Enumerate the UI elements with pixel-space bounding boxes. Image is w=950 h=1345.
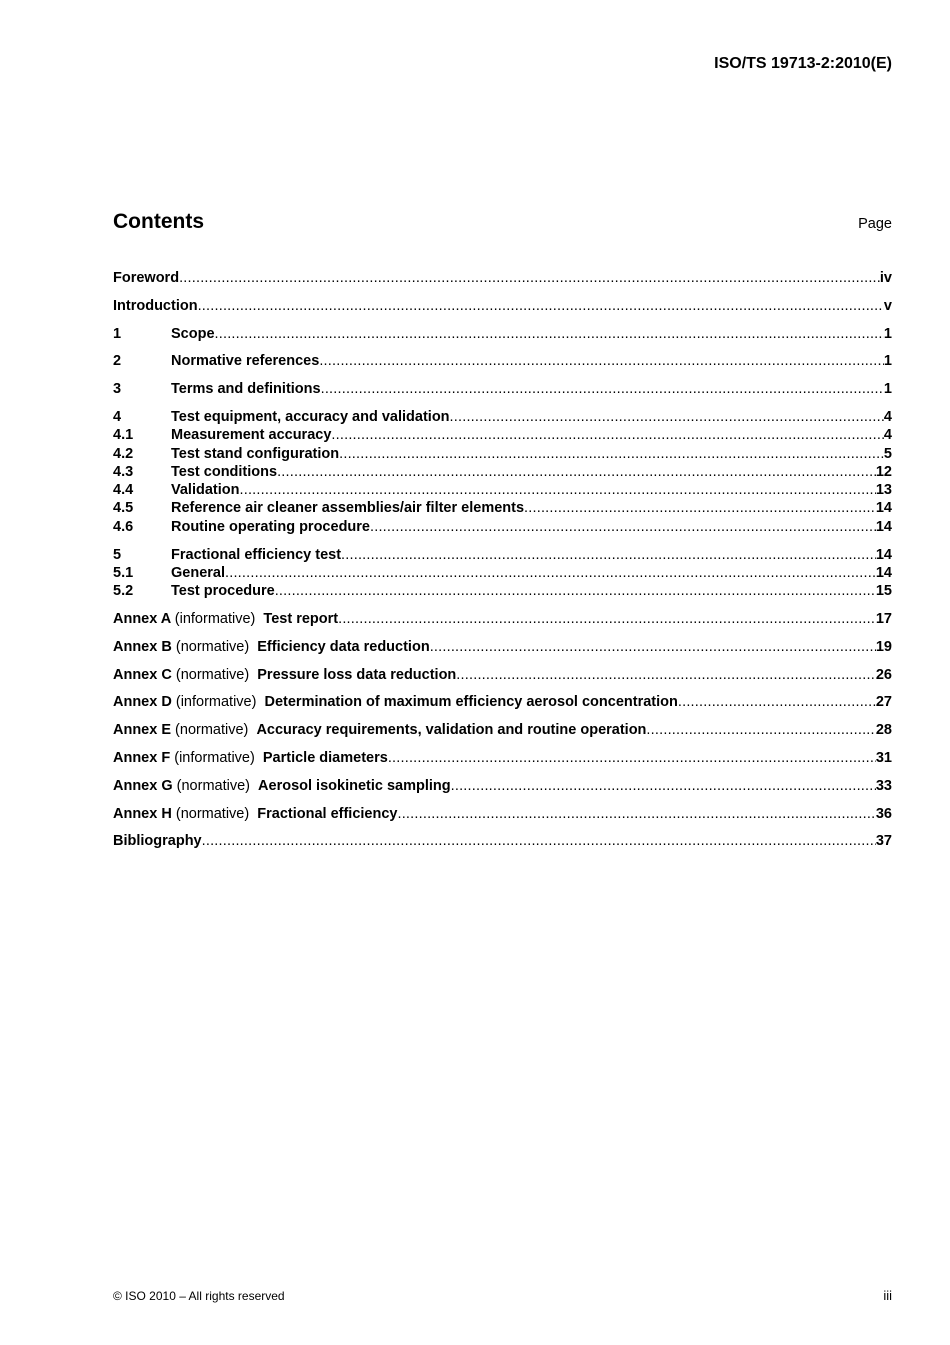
toc-entry[interactable] [113,666,892,684]
toc-annex-id: Annex A [113,610,171,627]
toc-entry-title: Foreword [113,270,180,286]
toc-entry-page: 14 [875,564,892,581]
toc-entry-page: 31 [875,749,892,766]
toc-group [113,777,892,795]
toc-entry-number: 5.2 [113,583,134,600]
toc-dot-leader [370,518,876,536]
toc-entry-page: 33 [875,777,892,794]
toc-annex-label [113,666,257,684]
toc-entry-page: 14 [875,500,892,517]
toc-annex-type: (informative) [174,749,255,766]
toc-dot-leader [215,325,884,343]
toc-group [113,269,892,287]
toc-annex-id: Annex G [113,777,173,794]
toc-annex-type: (normative) [175,805,250,822]
toc-entry[interactable] [113,693,892,711]
toc-annex-type: (normative) [175,722,249,739]
toc-dot-leader [198,297,884,315]
toc-group [113,805,892,823]
toc-annex-type: (normative) [176,777,250,794]
toc-entry-page: 4 [883,427,892,444]
toc-annex-label [113,610,263,628]
toc-entry-page: 1 [883,381,892,398]
toc-entry[interactable] [113,297,892,315]
toc-group [113,325,892,343]
toc-entry-page: 1 [883,353,892,370]
toc-dot-leader [275,582,876,600]
toc-dot-leader [524,499,876,517]
toc-group [113,610,892,628]
toc-dot-leader [321,380,884,398]
toc-entry[interactable] [113,805,892,823]
toc-entry[interactable] [113,380,892,398]
toc-group [113,380,892,398]
toc-entry[interactable] [113,564,892,582]
toc-entry-page: 19 [875,638,892,655]
toc-entry-page: 13 [875,482,892,499]
toc-entry-number: 3 [113,381,122,398]
toc-entry[interactable] [113,325,892,343]
toc-annex-id: Annex B [113,638,172,655]
toc-entry-title: Determination of maximum efficiency aerosol concentration [264,694,678,711]
toc-entry-page: 14 [875,546,892,563]
toc-dot-leader [179,269,880,287]
toc-entry-page: 36 [875,805,892,822]
toc-entry-number: 4.5 [113,500,134,517]
toc-dot-leader [331,426,884,444]
toc-entry[interactable] [113,518,892,536]
toc-annex-type: (normative) [175,638,250,655]
toc-entry-page: 1 [883,325,892,342]
toc-entry[interactable] [113,408,892,426]
toc-entry-title: Fractional efficiency [257,805,398,822]
document-id: ISO/TS 19713-2:2010(E) [714,55,892,72]
toc-entry[interactable] [113,352,892,370]
toc-group [113,352,892,370]
toc-entry-title: Terms and definitions [171,381,321,398]
toc-dot-leader [339,445,884,463]
toc-group [113,638,892,656]
toc-dot-leader [225,564,876,582]
toc-entry-title: Pressure loss data reduction [257,666,457,683]
toc-entry-number: 4.1 [113,427,134,444]
toc-entry-page: 17 [875,610,892,627]
toc-entry[interactable] [113,721,892,739]
toc-dot-leader [456,666,876,684]
toc-dot-leader [202,832,876,850]
toc-entry[interactable] [113,481,892,499]
toc-annex-id: Annex E [113,722,172,739]
toc-annex-type: (informative) [174,610,256,627]
page-column-label: Page [858,216,892,232]
toc-entry-title: Fractional efficiency test [171,546,342,563]
toc-entry[interactable] [113,269,892,287]
toc-annex-id: Annex C [113,666,172,683]
toc-entry-number: 4.4 [113,482,134,499]
toc-dot-leader [430,638,876,656]
toc-entry-title: Test conditions [171,463,278,480]
toc-entry-title: Aerosol isokinetic sampling [258,777,451,794]
toc-entry-title: Efficiency data reduction [257,638,430,655]
toc-annex-label [113,721,256,739]
toc-dot-leader [397,805,875,823]
toc-dot-leader [451,777,876,795]
toc-entry-page: iv [879,270,892,286]
toc-entry-number: 2 [113,353,122,370]
toc-entry-page: 4 [883,408,892,425]
toc-annex-label [113,805,257,823]
toc-entry-title: Introduction [113,297,198,314]
toc-entry[interactable] [113,463,892,481]
toc-entry-title: Particle diameters [262,749,388,766]
toc-entry-number: 1 [113,325,122,342]
toc-entry-page: 15 [875,583,892,600]
toc-entry-page: 5 [883,445,892,462]
toc-annex-label [113,749,263,767]
toc-entry-number: 5 [113,546,122,563]
toc-entry-title: Test report [263,610,339,627]
toc-annex-label [113,777,258,795]
toc-entry-title: General [171,564,225,581]
toc-dot-leader [450,408,884,426]
toc-entry-page: 28 [875,722,892,739]
toc-annex-type: (normative) [175,666,250,683]
toc-entry[interactable] [113,445,892,463]
toc-entry-title: Test equipment, accuracy and validation [171,408,450,425]
toc-annex-id: Annex H [113,805,172,822]
toc-entry[interactable] [113,638,892,656]
toc-entry[interactable] [113,610,892,628]
toc-entry-title: Normative references [171,353,320,370]
toc-entry[interactable] [113,499,892,517]
toc-annex-id: Annex D [113,694,172,711]
toc-entry[interactable] [113,777,892,795]
toc-entry[interactable] [113,546,892,564]
toc-entry-title: Test stand configuration [171,445,340,462]
toc-group [113,693,892,711]
toc-entry-title: Accuracy requirements, validation and routine operation [256,722,647,739]
toc-group [113,721,892,739]
toc-annex-id: Annex F [113,749,171,766]
toc-entry-page: 14 [875,518,892,535]
toc-dot-leader [338,610,876,628]
toc-entry-title: Measurement accuracy [171,427,332,444]
toc-dot-leader [646,721,875,739]
toc-dot-leader [319,352,884,370]
toc-annex-type: (informative) [175,694,257,711]
toc-group [113,749,892,767]
toc-entry[interactable] [113,832,892,850]
table-of-contents [113,269,892,860]
toc-group [113,297,892,315]
toc-entry-page: 12 [875,463,892,480]
toc-annex-label [113,693,265,711]
toc-group [113,546,892,601]
toc-entry-number: 4 [113,408,122,425]
toc-entry-page: 26 [875,666,892,683]
toc-dot-leader [388,749,876,767]
toc-entry[interactable] [113,749,892,767]
toc-entry-page: 27 [875,694,892,711]
contents-heading: Contents [113,210,204,233]
toc-annex-label [113,638,257,656]
toc-dot-leader [341,546,876,564]
toc-group [113,408,892,536]
toc-dot-leader [678,693,876,711]
toc-entry-title: Reference air cleaner assemblies/air filter elements [171,500,525,517]
toc-dot-leader [240,481,876,499]
footer-page-number: iii [883,1288,892,1303]
toc-entry-title: Validation [171,482,240,499]
toc-entry-number: 4.3 [113,463,134,480]
toc-entry-title: Test procedure [171,583,275,600]
toc-entry[interactable] [113,582,892,600]
toc-entry-number: 5.1 [113,564,134,581]
toc-dot-leader [277,463,876,481]
footer-copyright: © ISO 2010 – All rights reserved [113,1289,285,1303]
toc-entry[interactable] [113,426,892,444]
toc-entry-number: 4.2 [113,445,134,462]
toc-group [113,666,892,684]
toc-entry-page: 37 [875,833,892,850]
toc-entry-page: v [883,297,892,314]
toc-entry-title: Routine operating procedure [171,518,370,535]
toc-group [113,832,892,850]
toc-entry-number: 4.6 [113,518,134,535]
toc-entry-title: Bibliography [113,833,202,850]
toc-entry-title: Scope [171,325,215,342]
